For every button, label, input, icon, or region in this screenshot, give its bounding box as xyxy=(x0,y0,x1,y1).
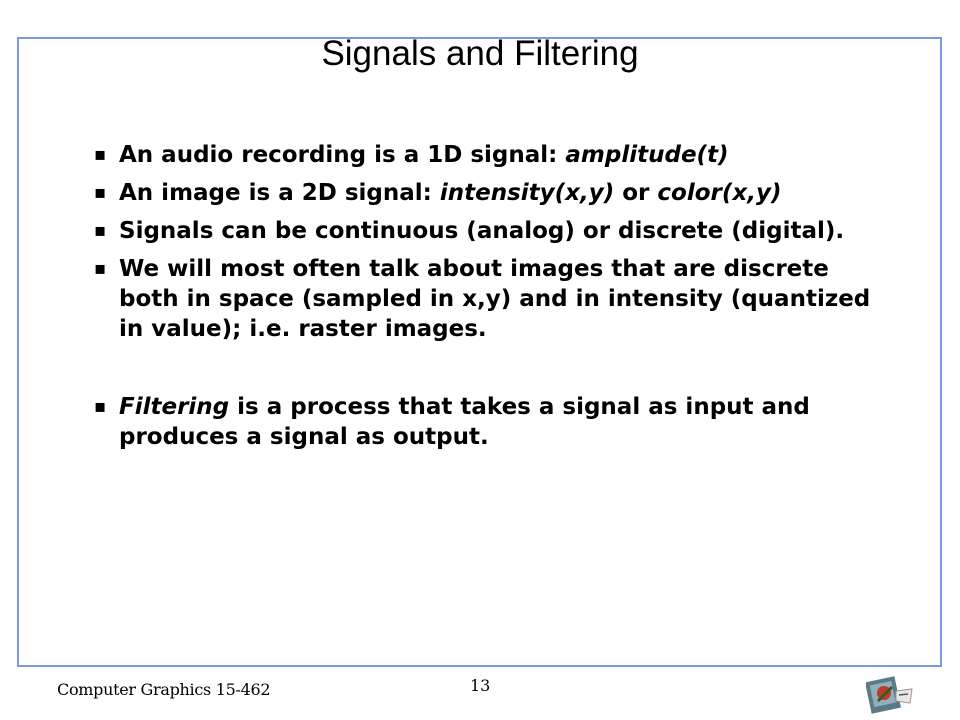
bullet-text: An image is a 2D signal: xyxy=(119,180,440,206)
course-logo-icon xyxy=(866,673,916,715)
bullet-item-filtering xyxy=(92,392,892,452)
bullet-emphasis: intensity(x,y) xyxy=(439,180,615,206)
bullet-text: An audio recording is a 1D signal: xyxy=(119,142,566,168)
bullet-emphasis: amplitude(t) xyxy=(565,142,729,168)
bullet-item-continuous xyxy=(92,216,892,246)
slide-title: Signals and Filtering xyxy=(321,34,639,73)
bullet-text: is a process that takes a signal as input and produces a signal as output. xyxy=(119,394,810,450)
bullet-text: We will most often talk about images that are discrete both in space (sampled in x,y) and in intensity (quantized in value); i.e. raster images. xyxy=(119,256,871,342)
bullet-emphasis: color(x,y) xyxy=(657,180,782,206)
bullet-emphasis: Filtering xyxy=(119,394,230,420)
bullet-item-audio xyxy=(92,140,892,170)
bullet-item-image xyxy=(92,178,892,208)
footer-course-label: Computer Graphics 15-462 xyxy=(57,680,271,699)
bullet-icon: ▪ xyxy=(94,220,107,241)
bullet-text-connector: or xyxy=(614,180,658,206)
bullet-icon: ▪ xyxy=(94,144,107,165)
bullet-icon: ▪ xyxy=(94,396,107,417)
bullet-list xyxy=(92,140,892,452)
bullet-item-discrete xyxy=(92,254,892,344)
page-number: 13 xyxy=(470,676,491,695)
bullet-text: Signals can be continuous (analog) or discrete (digital). xyxy=(119,218,845,244)
bullet-icon: ▪ xyxy=(94,182,107,203)
bullet-icon: ▪ xyxy=(94,258,107,279)
